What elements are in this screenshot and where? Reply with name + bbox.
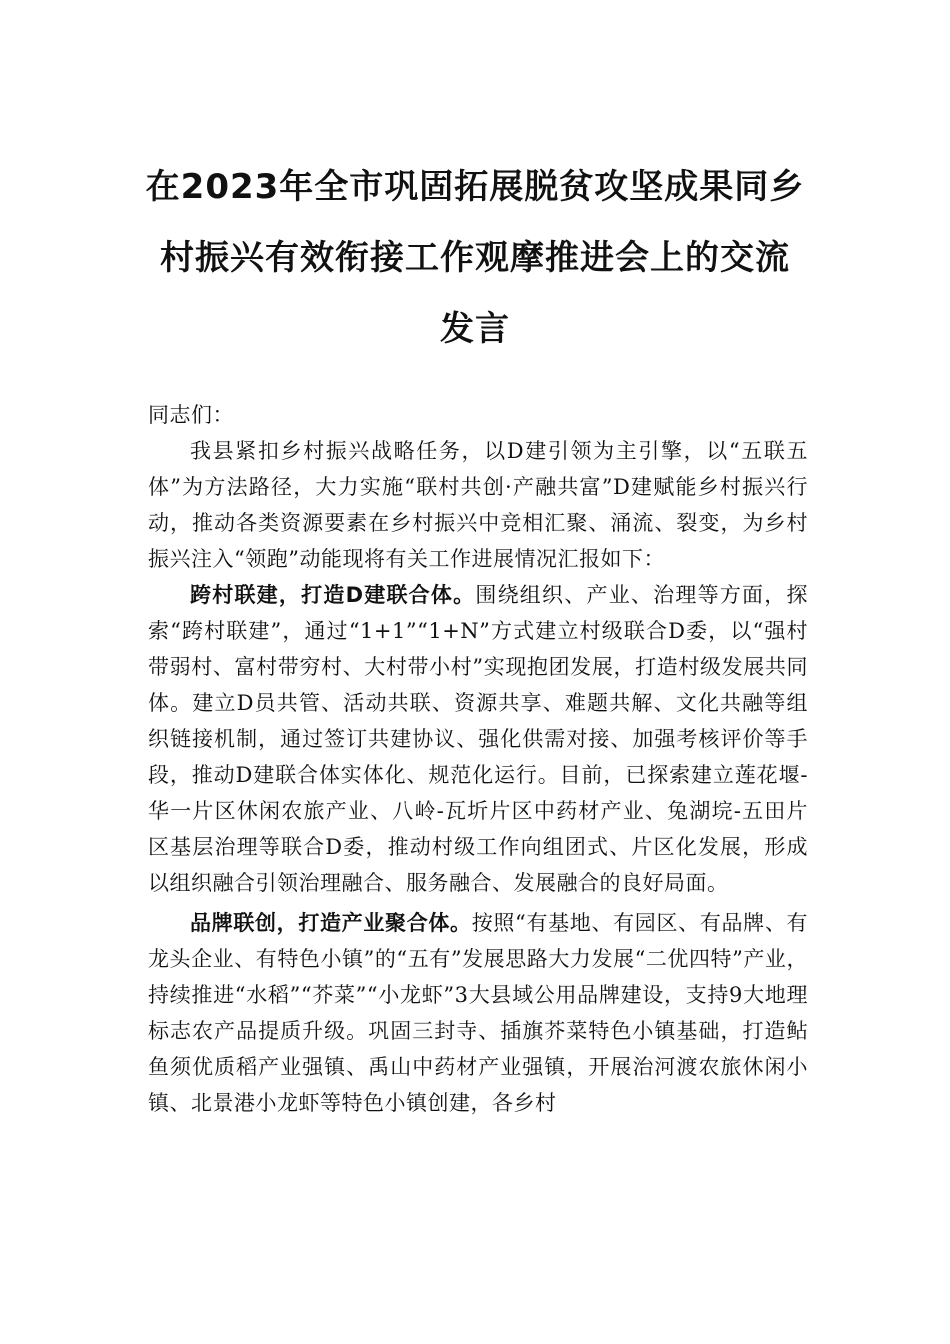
section-lead-2: 品牌联创，打造产业聚合体。 <box>190 911 472 935</box>
title-line-3: 发言 <box>440 309 510 349</box>
page-title <box>130 152 820 365</box>
salutation: 同志们： <box>148 403 234 427</box>
title-line-2: 村振兴有效衔接工作观摩推进会上的交流 <box>160 238 790 278</box>
section-lead-1: 跨村联建，打造D建联合体。 <box>190 583 476 607</box>
section-paragraph-1 <box>148 577 808 901</box>
document-body <box>148 397 808 1121</box>
section-text-1: 围绕组织、产业、治理等方面，探索“跨村联建”，通过“1+1”“1+N”方式建立村级联合D委，以“强村带弱村、富村带穷村、大村带小村”实现抱团发展，打造村级发展共同体。建立D员共管、活动共联、资源共享、难题共解、文化共融等组织链接机制，通过签订共建协议、强化供需对接、加强考核评价等手段，推动D建联合体实体化、规范化运行。目前，已探索建立莲花堰-华一片区休闲农旅产业、八岭-瓦圻片区中药材产业、兔湖垸-五田片区基层治理等联合D委，推动村级工作向组团式、片区化发展，形成以组织融合引领治理融合、服务融合、发展融合的良好局面。 <box>148 583 809 895</box>
section-text-2: 按照“有基地、有园区、有品牌、有龙头企业、有特色小镇”的“五有”发展思路大力发展“二优四特”产业，持续推进“水稻”“芥菜”“小龙虾”3大县域公用品牌建设，支持9大地理标志农产品提质升级。巩固三封寺、插旗芥菜特色小镇基础，打造鲇鱼须优质稻产业强镇、禹山中药材产业强镇，开展治河渡农旅休闲小镇、北景港小龙虾等特色小镇创建，各乡村 <box>148 911 808 1115</box>
intro-paragraph: 我县紧扣乡村振兴战略任务，以D建引领为主引擎，以“五联五体”为方法路径，大力实施“联村共创·产融共富”D建赋能乡村振兴行动，推动各类资源要素在乡村振兴中竞相汇聚、涌流、裂变，为乡村振兴注入“领跑”动能现将有关工作进展情况汇报如下： <box>148 439 808 571</box>
title-line-1: 在2023年全市巩固拓展脱贫攻坚成果同乡 <box>145 167 805 207</box>
section-paragraph-2 <box>148 905 808 1121</box>
